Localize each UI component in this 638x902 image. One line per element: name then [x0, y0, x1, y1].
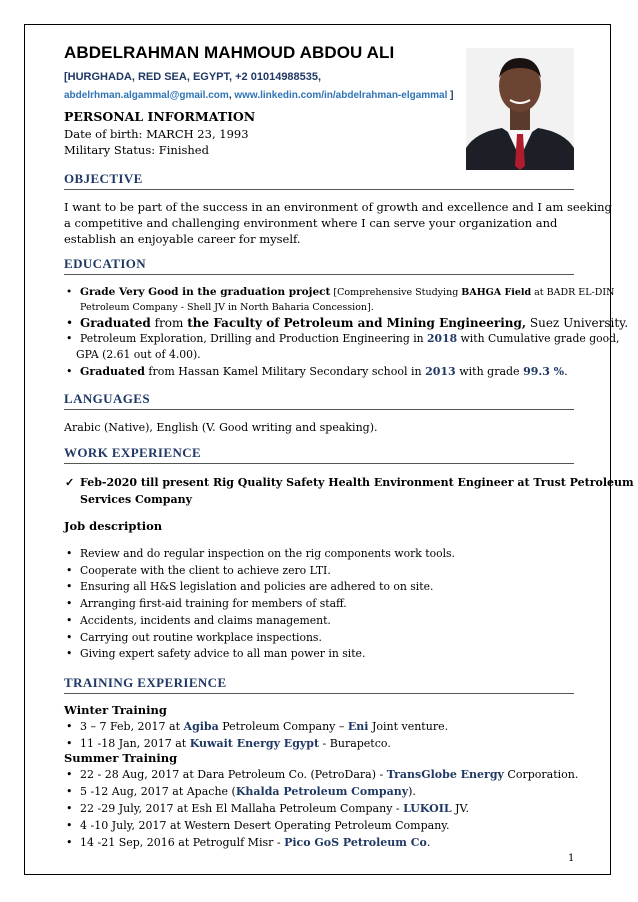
list-item: • 14 -21 Sep, 2016 at Petrogulf Misr - Pico GoS Petroleum Co.: [64, 834, 574, 851]
date-of-birth: Date of birth: MARCH 23, 1993: [64, 127, 249, 141]
job-description-title: Job description: [64, 519, 163, 533]
contact-line: abdelrhman.algammal@gmail.com, www.linkedin.com/in/abdelrahman-elgammal ]: [64, 90, 454, 101]
list-item: • 22 -29 July, 2017 at Esh El Mallaha Petroleum Company - LUKOIL JV.: [64, 800, 574, 817]
linkedin-link[interactable]: www.linkedin.com/in/abdelrahman-elgammal: [234, 90, 448, 101]
work-heading: WORK EXPERIENCE: [64, 445, 574, 464]
military-status: Military Status: Finished: [64, 143, 209, 157]
address-line: [HURGHADA, RED SEA, EGYPT, +2 01014988535,: [64, 71, 322, 83]
list-item-continuation: • Petroleum Exploration, Drilling and Production Engineering in 2018 with Cumulative grade good, GPA (2.61 out of 4.00).: [64, 331, 574, 363]
list-item: • Carrying out routine workplace inspections.: [64, 630, 574, 647]
education-heading: EDUCATION: [64, 256, 574, 275]
page-number: 1: [568, 853, 575, 864]
list-item: • 11 -18 Jan, 2017 at Kuwait Energy Egypt - Burapetco.: [64, 735, 574, 752]
list-item: • Grade Very Good in the graduation project [Comprehensive Studying BAHGA Field at BADR EL-DIN Petroleum Company - Shell JV in North Baharia Concession].: [64, 285, 574, 315]
summer-training-list: [64, 766, 579, 851]
list-item: • 3 – 7 Feb, 2017 at Agiba Petroleum Company – Eni Joint venture.: [64, 718, 574, 735]
candidate-name: ABDELRAHMAN MAHMOUD ABDOU ALI: [64, 43, 395, 62]
list-item: • Ensuring all H&S legislation and policies are adhered to on site.: [64, 579, 574, 596]
languages-text: Arabic (Native), English (V. Good writing and speaking).: [64, 421, 378, 434]
work-position-list: [64, 474, 634, 508]
training-heading: TRAINING EXPERIENCE: [64, 675, 574, 694]
objective-text: [64, 199, 612, 247]
list-item: • Arranging first-aid training for members of staff.: [64, 596, 574, 613]
summer-training-title: Summer Training: [64, 751, 178, 765]
list-item: • Accidents, incidents and claims management.: [64, 613, 574, 630]
objective-line: a competitive and challenging environment where I can serve your organization and: [64, 216, 558, 230]
objective-line: establish an enjoyable career for myself.: [64, 232, 301, 246]
winter-training-list: [64, 718, 574, 752]
list-item: • Cooperate with the client to achieve zero LTI.: [64, 563, 574, 580]
list-item: • Giving expert safety advice to all man power in site.: [64, 646, 574, 663]
list-item: • 5 -12 Aug, 2017 at Apache (Khalda Petroleum Company).: [64, 783, 574, 800]
objective-heading: OBJECTIVE: [64, 171, 574, 190]
languages-heading: LANGUAGES: [64, 391, 574, 410]
list-item: • Graduated from the Faculty of Petroleum and Mining Engineering, Suez University.: [64, 315, 574, 331]
list-item: • 22 - 28 Aug, 2017 at Dara Petroleum Co. (PetroDara) - TransGlobe Energy Corporation.: [64, 766, 574, 783]
position-item: ✓ Feb-2020 till present Rig Quality Safety Health Environment Engineer at Trust Petroleum Services Company: [64, 474, 574, 508]
list-item: • Review and do regular inspection on the rig components work tools.: [64, 546, 574, 563]
email-link[interactable]: abdelrhman.algammal@gmail.com: [64, 90, 229, 101]
objective-line: I want to be part of the success in an environment of growth and excellence and I am seeking: [64, 200, 612, 214]
list-item: • 4 -10 July, 2017 at Western Desert Operating Petroleum Company.: [64, 817, 574, 834]
profile-photo: [466, 48, 574, 170]
winter-training-title: Winter Training: [64, 703, 167, 717]
duties-list: [64, 546, 574, 663]
personal-info-title: PERSONAL INFORMATION: [64, 109, 256, 124]
education-list: [64, 285, 629, 381]
list-item: • Graduated from Hassan Kamel Military Secondary school in 2013 with grade 99.3 %.: [64, 363, 574, 381]
